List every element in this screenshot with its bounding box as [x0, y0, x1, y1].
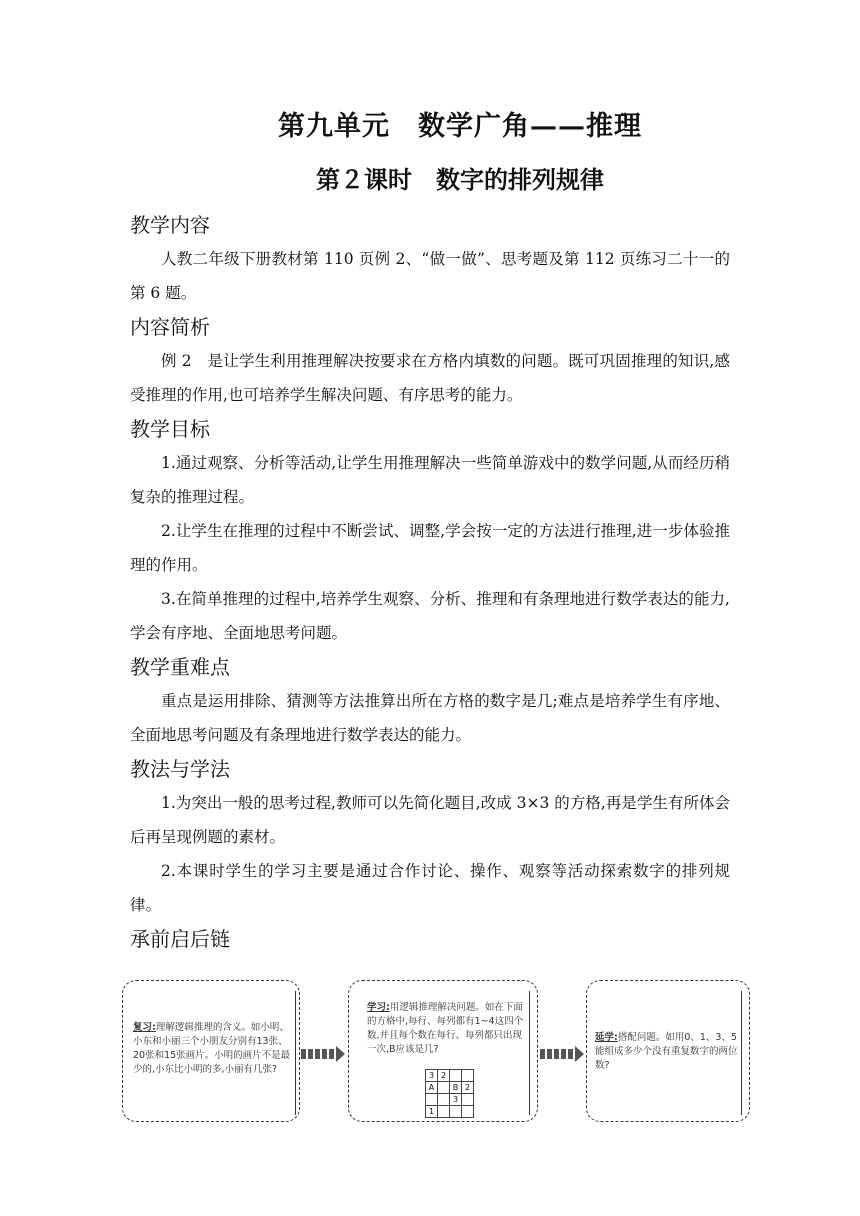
extend-body: 搭配问题。如用0、1、3、5能组成多少个没有重复数字的两位数? — [595, 1032, 738, 1071]
grid-cell: A — [426, 1082, 438, 1094]
learn-body: 用逻辑推理解决问题。如在下面的方格中,每行、每列都有1~4这四个数,并且每个数在每行、每列都只出现一次,B应该是几? — [367, 1002, 524, 1055]
grid-cell — [438, 1082, 450, 1094]
section-paragraph: 1.为突出一般的思考过程,教师可以先简化题目,改成 3×3 的方格,再是学生有所体会后再呈现例题的素材。 — [130, 794, 730, 846]
learn-label: 学习: — [367, 1002, 390, 1013]
section-heading: 承前启后链 — [130, 927, 230, 951]
grid-cell: 1 — [426, 1106, 438, 1118]
box-edge-line — [741, 991, 742, 1115]
grid-cell — [450, 1070, 462, 1082]
box-edge-line — [295, 991, 296, 1115]
section-paragraph: 2.本课时学生的学习主要是通过合作讨论、操作、观察等活动探索数字的排列规律。 — [130, 862, 730, 914]
grid-cell: 3 — [450, 1094, 462, 1106]
grid-cell — [462, 1094, 474, 1106]
grid-cell: 2 — [438, 1070, 450, 1082]
review-text — [133, 1021, 291, 1077]
lesson-flow-chain — [120, 980, 760, 1126]
grid-cell — [438, 1094, 450, 1106]
section-heading: 教学内容 — [130, 213, 210, 237]
page-subtitle: 第２课时 数字的排列规律 — [316, 165, 604, 194]
box-edge-line — [529, 991, 530, 1115]
section-paragraph: 人教二年级下册教材第 110 页例 2、“做一做”、思考题及第 112 页练习二十一的第 6 题。 — [130, 250, 730, 302]
review-label: 复习: — [133, 1022, 156, 1033]
grid-cell — [426, 1094, 438, 1106]
section-paragraph: 1.通过观察、分析等活动,让学生用推理解决一些简单游戏中的数学问题,从而经历稍复杂的推理过程。 — [130, 454, 730, 506]
section-heading: 教学目标 — [130, 417, 210, 441]
arrow-right-icon — [540, 1046, 584, 1062]
learn-text — [367, 1001, 527, 1057]
lesson-content — [130, 208, 730, 956]
section-paragraph: 2.让学生在推理的过程中不断尝试、调整,学会按一定的方法进行推理,进一步体验推理的作用。 — [130, 522, 730, 574]
grid-cell — [462, 1106, 474, 1118]
extend-text — [595, 1031, 743, 1073]
number-grid — [425, 1069, 474, 1118]
learn-box — [348, 980, 538, 1122]
section-paragraph: 例 2 是让学生利用推理解决按要求在方格内填数的问题。既可巩固推理的知识,感受推理的作用,也可培养学生解决问题、有序思考的能力。 — [130, 352, 730, 404]
section-heading: 教法与学法 — [130, 757, 230, 781]
extend-label: 延学: — [595, 1032, 618, 1043]
review-body: 理解逻辑推理的含义。如小明、小东和小丽三个小朋友分别有13张、20张和15张画片。小明的画片不是最少的,小东比小明的多,小丽有几张? — [133, 1022, 291, 1075]
grid-cell: 2 — [462, 1082, 474, 1094]
grid-cell: B — [450, 1082, 462, 1094]
grid-cell — [450, 1106, 462, 1118]
grid-cell — [462, 1070, 474, 1082]
extend-box — [586, 980, 750, 1122]
grid-cell: 3 — [426, 1070, 438, 1082]
section-paragraph: 3.在简单推理的过程中,培养学生观察、分析、推理和有条理地进行数学表达的能力,学会有序地、全面地思考问题。 — [130, 590, 730, 642]
section-paragraph: 重点是运用排除、猜测等方法推算出所在方格的数字是几;难点是培养学生有序地、全面地思考问题及有条理地进行数学表达的能力。 — [130, 692, 730, 744]
review-box — [122, 980, 300, 1122]
section-heading: 教学重难点 — [130, 655, 230, 679]
grid-cell — [438, 1106, 450, 1118]
section-heading: 内容简析 — [130, 315, 210, 339]
page-title: 第九单元 数学广角——推理 — [278, 111, 642, 142]
arrow-right-icon — [301, 1046, 345, 1062]
